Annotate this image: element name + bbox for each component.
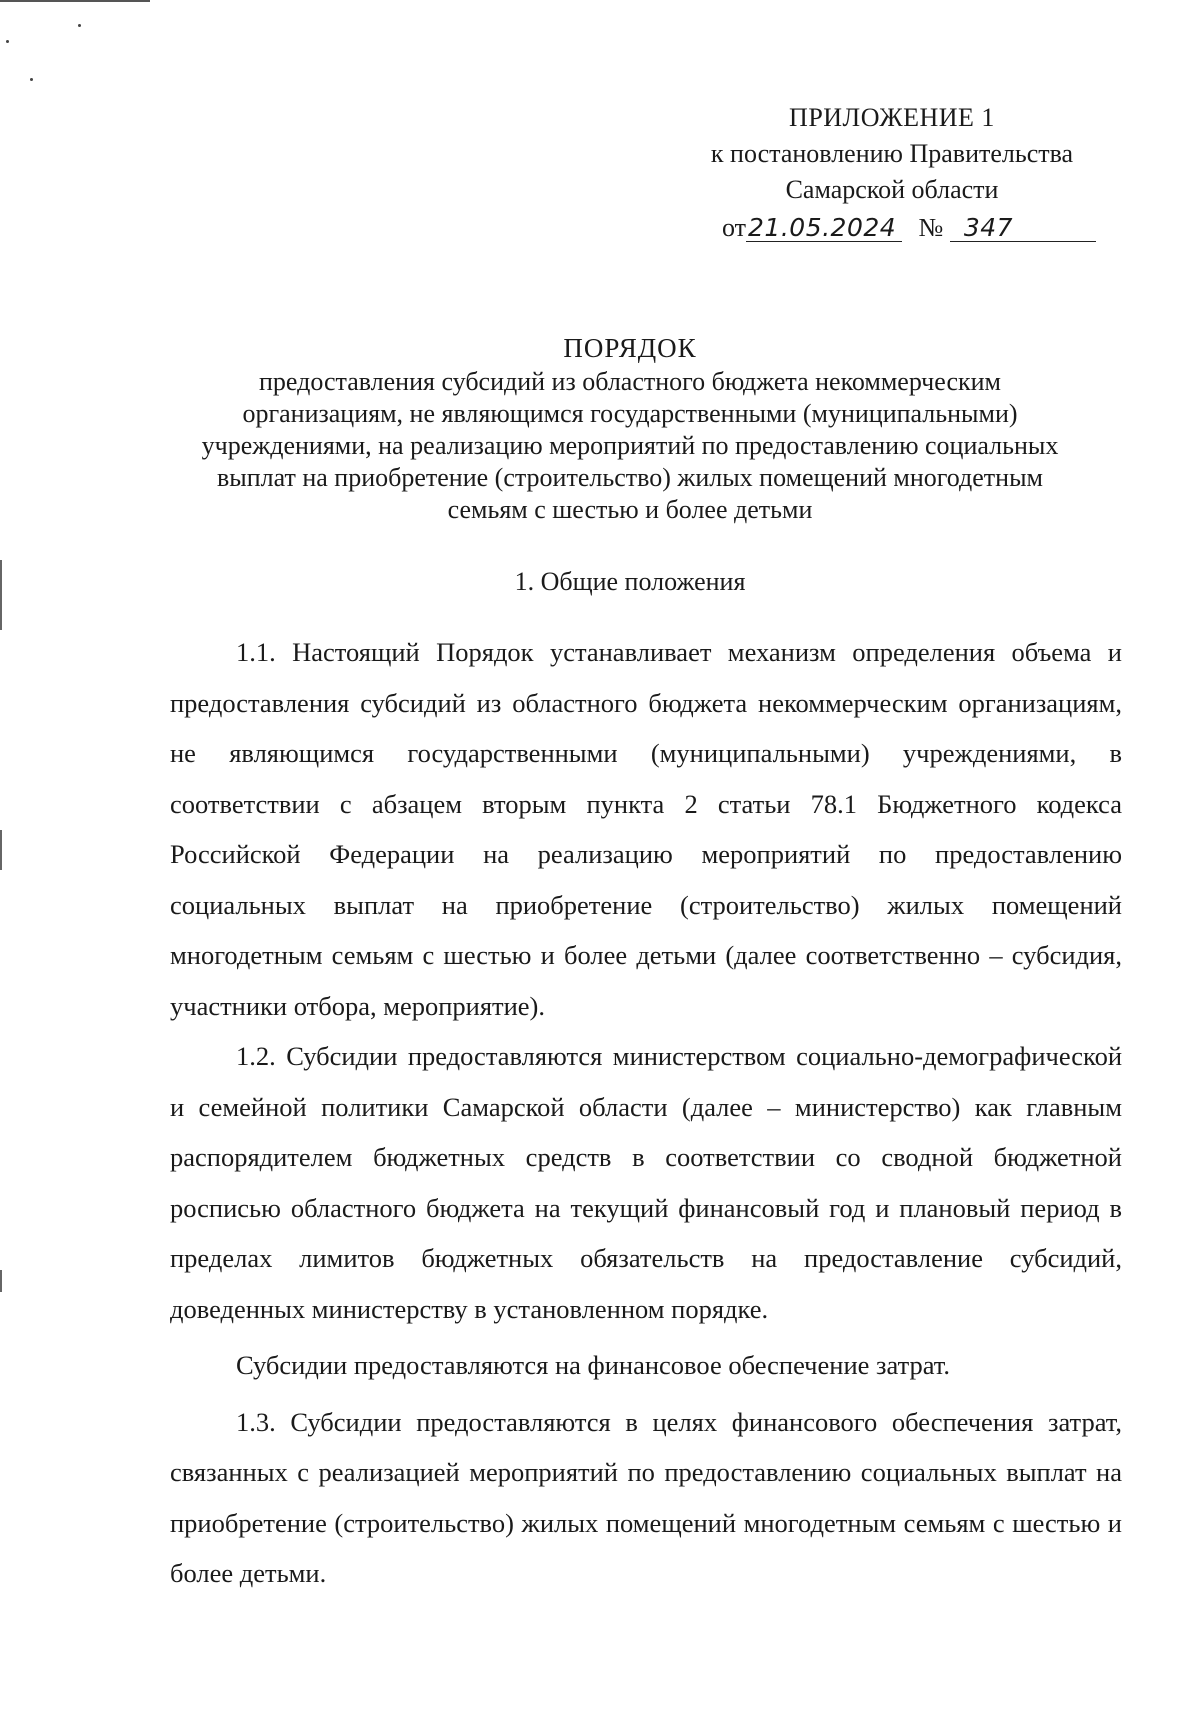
appendix-decree-line: к постановлению Правительства	[710, 139, 1074, 168]
scan-edge-mark	[0, 560, 2, 630]
document-subtitle-line: учреждениями, на реализацию мероприятий по предоставлению социальных	[201, 431, 1059, 460]
scan-edge-mark	[0, 1270, 2, 1292]
document-subtitle-line: выплат на приобретение (строительство) жилых помещений многодетным	[216, 463, 1043, 492]
document-subtitle-line: предоставления субсидий из областного бюджета некоммерческим	[258, 367, 1001, 396]
document-subtitle-line: семьям с шестью и более детьми	[447, 495, 813, 524]
handwritten-number: 347	[950, 215, 1096, 242]
number-sign: №	[918, 213, 944, 242]
appendix-header	[682, 100, 1102, 246]
scan-speck	[6, 40, 9, 43]
scan-edge-mark	[0, 830, 2, 870]
scan-artifact-line	[0, 0, 150, 2]
scan-speck	[78, 24, 81, 27]
appendix-region-line: Самарской области	[785, 175, 999, 204]
paragraph-1-3: 1.3. Субсидии предоставляются в целях финансового обеспечения затрат, связанных с реализацией мероприятий по предоставлению социальных выплат на приобретение (строительство) жилых помещений многодетным семьям с шестью и более детьми.	[170, 1406, 1122, 1588]
document-title-block	[150, 332, 1110, 526]
document-subtitle-line: организациям, не являющимся государственными (муниципальными)	[242, 399, 1018, 428]
paragraph-1-2-addendum: Субсидии предоставляются на финансовое обеспечение затрат.	[236, 1350, 951, 1380]
section-body	[170, 627, 1122, 1599]
appendix-date-number-line	[682, 210, 1102, 246]
paragraph-1-1: 1.1. Настоящий Порядок устанавливает механизм определения объема и предоставления субсидий из областного бюджета некоммерческим организациям, не являющимся государственными (муниципальными) учреждениями, в соответствии с абзацем вторым пункта 2 статьи 78.1 Бюджетного кодекса Российской Федерации на реализацию мероприятий по предоставлению социальных выплат на приобретение (строительство) жилых помещений многодетным семьям с шестью и более детьми (далее соответственно – субсидия, участники отбора, мероприятие).	[170, 637, 1122, 1021]
date-prefix: от	[722, 213, 747, 242]
section-heading: 1. Общие положения	[514, 567, 746, 596]
handwritten-date: 21.05.2024	[746, 215, 902, 242]
document-title: ПОРЯДОК	[563, 333, 697, 363]
paragraph-1-2: 1.2. Субсидии предоставляются министерством социально-демографической и семейной политики Самарской области (далее – министерство) как главным распорядителем бюджетных средств в соответствии со сводной бюджетной росписью областного бюджета на текущий финансовый год и плановый период в пределах лимитов бюджетных обязательств на предоставление субсидий, доведенных министерству в установленном порядке.	[170, 1041, 1122, 1324]
appendix-title: ПРИЛОЖЕНИЕ 1	[789, 103, 995, 132]
scan-speck	[30, 78, 33, 81]
